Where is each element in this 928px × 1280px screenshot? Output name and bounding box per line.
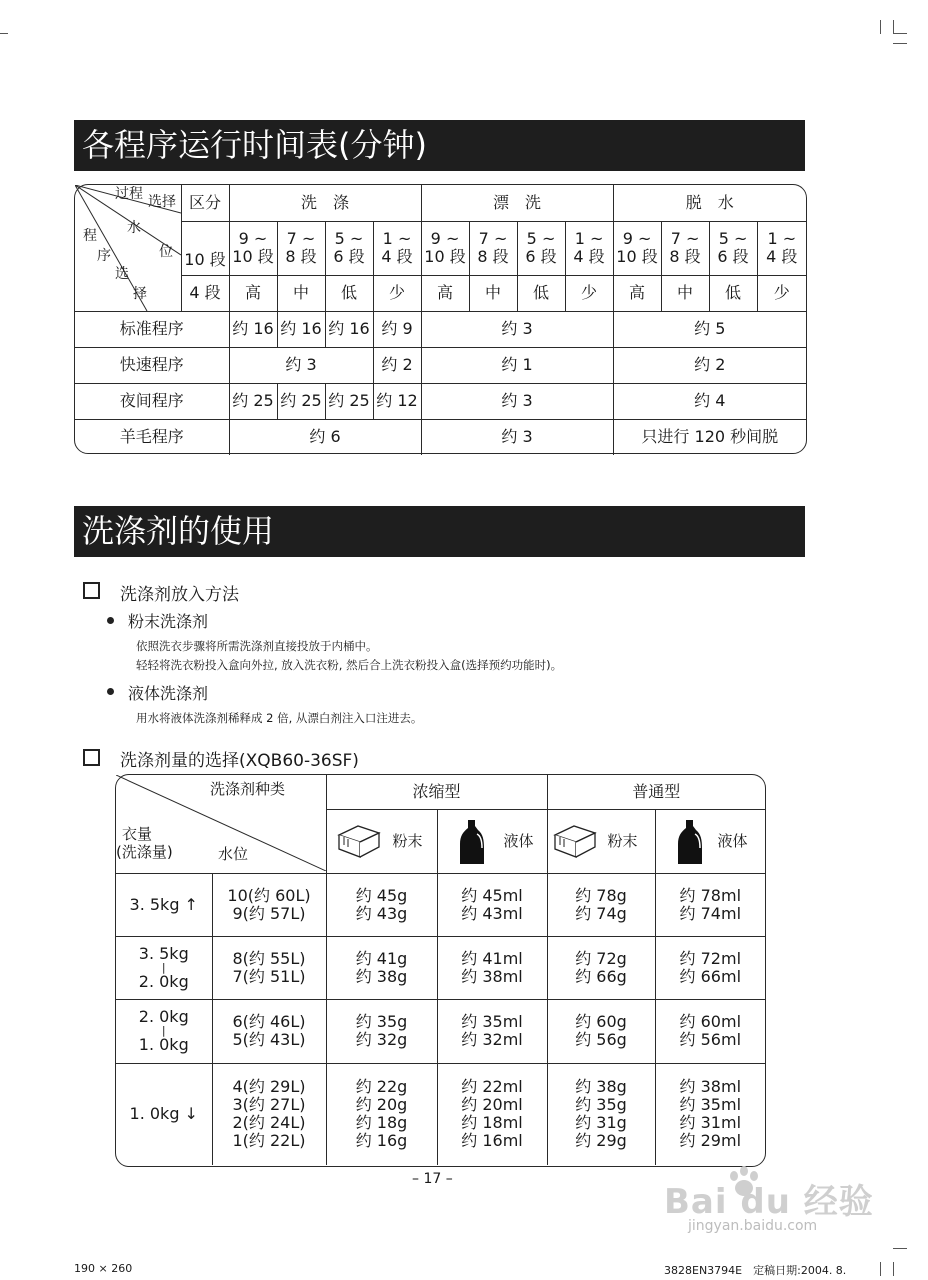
wash-time: 约 25 bbox=[229, 383, 277, 419]
norm-powder-header bbox=[547, 809, 655, 873]
powder-label: 粉末 bbox=[392, 831, 423, 850]
program-name: 快速程序 bbox=[75, 347, 229, 383]
corner-xu: 序 bbox=[97, 248, 111, 264]
level-cell: 中 bbox=[277, 275, 325, 311]
amount-cell: 约 38ml 约 35ml 约 31ml 约 29ml bbox=[655, 1063, 765, 1165]
water-level-cell: 6(约 46L) 5(约 43L) bbox=[212, 999, 326, 1063]
water-level-cell: 4(约 29L) 3(约 27L) 2(约 24L) 1(约 22L) bbox=[212, 1063, 326, 1165]
conc-liquid-header bbox=[437, 809, 547, 873]
runtime-corner-cell bbox=[75, 185, 181, 311]
corner-cheng: 程 bbox=[83, 228, 97, 244]
wash-time: 约 3 bbox=[229, 347, 373, 383]
page-number: – 17 – bbox=[412, 1171, 453, 1187]
powder-line-2: 轻轻将洗衣粉投入盒向外拉, 放入洗衣粉, 然后合上洗衣粉投入盒(选择预约功能时)。 bbox=[136, 658, 563, 672]
wash-time: 约 12 bbox=[373, 383, 421, 419]
wash-time: 约 25 bbox=[325, 383, 373, 419]
water-level-cell: 10(约 60L) 9(约 57L) bbox=[212, 873, 326, 936]
liquid-label: 液体 bbox=[717, 831, 748, 850]
bullet-icon bbox=[107, 617, 114, 624]
rinse-time: 约 3 bbox=[421, 419, 613, 455]
amount-row bbox=[116, 873, 765, 936]
wash-time: 约 25 bbox=[277, 383, 325, 419]
level-cell: 低 bbox=[517, 275, 565, 311]
amount-cell: 约 22g 约 20g 约 18g 约 16g bbox=[326, 1063, 437, 1165]
group-spin: 脱 水 bbox=[613, 185, 806, 221]
spin-time: 只进行 120 秒间脱 bbox=[613, 419, 806, 455]
spin-time: 约 5 bbox=[613, 311, 806, 347]
row-wool bbox=[75, 419, 806, 455]
wash-time: 约 16 bbox=[277, 311, 325, 347]
amount-cell: 约 78ml 约 74ml bbox=[655, 873, 765, 936]
amount-cell: 约 35g 约 32g bbox=[326, 999, 437, 1063]
amount-cell: 约 38g 约 35g 约 31g 约 29g bbox=[547, 1063, 655, 1165]
liquid-bottle-icon bbox=[458, 818, 486, 866]
amount-cell: 约 22ml 约 20ml 约 18ml 约 16ml bbox=[437, 1063, 547, 1165]
liquid-bottle-icon bbox=[676, 818, 704, 866]
four-duan-cell: 4 段 bbox=[181, 275, 229, 311]
amount-cell: 约 60g 约 56g bbox=[547, 999, 655, 1063]
wash-time: 约 16 bbox=[229, 311, 277, 347]
group-rinse: 漂 洗 bbox=[421, 185, 613, 221]
amount-cell: 约 41g 约 38g bbox=[326, 936, 437, 999]
level-cell: 高 bbox=[613, 275, 661, 311]
load-cell: 1. 0kg ↓ bbox=[116, 1063, 212, 1165]
corner-guocheng: 过程 bbox=[115, 186, 143, 202]
range-cell: 1 ~ 4 段 bbox=[565, 221, 613, 275]
amount-cell: 约 60ml 约 56ml bbox=[655, 999, 765, 1063]
group-wash: 洗 涤 bbox=[229, 185, 421, 221]
runtime-table bbox=[75, 185, 806, 455]
level-cell: 低 bbox=[709, 275, 757, 311]
doc-code: 3828EN3794E 定稿日期:2004. 8. bbox=[664, 1264, 847, 1277]
amount-corner-cell bbox=[116, 775, 326, 873]
corner-type: 洗涤剂种类 bbox=[210, 780, 286, 798]
amount-row bbox=[116, 1063, 765, 1165]
range-cell: 9 ~ 10 段 bbox=[421, 221, 469, 275]
corner-wei: 位 bbox=[159, 244, 173, 260]
amount-cell: 约 35ml 约 32ml bbox=[437, 999, 547, 1063]
range-cell: 9 ~ 10 段 bbox=[229, 221, 277, 275]
powder-label: 粉末 bbox=[607, 831, 638, 850]
corner-load2: (洗涤量) bbox=[116, 843, 173, 861]
amount-cell: 约 78g 约 74g bbox=[547, 873, 655, 936]
wash-time: 约 2 bbox=[373, 347, 421, 383]
amount-cell: 约 72g 约 66g bbox=[547, 936, 655, 999]
wash-time: 约 16 bbox=[325, 311, 373, 347]
range-cell: 1 ~ 4 段 bbox=[757, 221, 806, 275]
range-cell: 7 ~ 8 段 bbox=[661, 221, 709, 275]
checkbox-icon bbox=[83, 749, 100, 766]
level-cell: 少 bbox=[565, 275, 613, 311]
program-name: 标准程序 bbox=[75, 311, 229, 347]
range-cell: 7 ~ 8 段 bbox=[469, 221, 517, 275]
range-cell: 7 ~ 8 段 bbox=[277, 221, 325, 275]
level-cell: 少 bbox=[757, 275, 806, 311]
program-name: 羊毛程序 bbox=[75, 419, 229, 455]
level-cell: 中 bbox=[661, 275, 709, 311]
liquid-label: 液体洗涤剂 bbox=[128, 684, 209, 703]
level-cell: 低 bbox=[325, 275, 373, 311]
rinse-time: 约 1 bbox=[421, 347, 613, 383]
powder-line-1: 依照洗衣步骤将所需洗涤剂直接投放于内桶中。 bbox=[136, 639, 378, 653]
method-heading: 洗涤剂放入方法 bbox=[120, 585, 239, 605]
range-cell: 5 ~ 6 段 bbox=[709, 221, 757, 275]
amount-cell: 约 72ml 约 66ml bbox=[655, 936, 765, 999]
rinse-time: 约 3 bbox=[421, 311, 613, 347]
bullet-icon bbox=[107, 688, 114, 695]
amount-cell: 约 45g 约 43g bbox=[326, 873, 437, 936]
amount-cell: 约 45ml 约 43ml bbox=[437, 873, 547, 936]
section-title-runtime: 各程序运行时间表(分钟) bbox=[74, 120, 805, 171]
corner-load: 衣量 bbox=[122, 825, 153, 843]
qufen-cell: 区分 bbox=[181, 185, 229, 221]
amount-row bbox=[116, 999, 765, 1063]
water-level-cell: 8(约 55L) 7(约 51L) bbox=[212, 936, 326, 999]
spin-time: 约 2 bbox=[613, 347, 806, 383]
wash-time: 约 9 bbox=[373, 311, 421, 347]
liquid-line: 用水将液体洗涤剂稀释成 2 倍, 从漂白剂注入口注进去。 bbox=[136, 711, 423, 725]
corner-xuanze: 选择 bbox=[148, 194, 176, 210]
concentrated-header: 浓缩型 bbox=[326, 775, 547, 809]
rinse-time: 约 3 bbox=[421, 383, 613, 419]
row-quick bbox=[75, 347, 806, 383]
level-cell: 少 bbox=[373, 275, 421, 311]
spin-time: 约 4 bbox=[613, 383, 806, 419]
level-cell: 中 bbox=[469, 275, 517, 311]
row-night bbox=[75, 383, 806, 419]
checkbox-icon bbox=[83, 582, 100, 599]
watermark-url: jingyan.baidu.com bbox=[688, 1218, 818, 1234]
range-cell: 5 ~ 6 段 bbox=[517, 221, 565, 275]
program-name: 夜间程序 bbox=[75, 383, 229, 419]
watermark-brand: Bai du 经验 bbox=[664, 1182, 874, 1222]
conc-powder-header bbox=[326, 809, 437, 873]
baidu-watermark bbox=[664, 1170, 874, 1234]
range-cell: 5 ~ 6 段 bbox=[325, 221, 373, 275]
ten-duan-cell: 10 段 bbox=[181, 221, 229, 275]
load-cell: 3. 5kg ↑ bbox=[116, 873, 212, 936]
corner-xuan: 选 bbox=[115, 266, 129, 282]
amount-row bbox=[116, 936, 765, 999]
load-cell: 2. 0kg | 1. 0kg bbox=[116, 999, 212, 1063]
range-cell: 1 ~ 4 段 bbox=[373, 221, 421, 275]
amount-cell: 约 41ml 约 38ml bbox=[437, 936, 547, 999]
corner-water: 水位 bbox=[218, 845, 249, 863]
wash-time: 约 6 bbox=[229, 419, 421, 455]
range-cell: 9 ~ 10 段 bbox=[613, 221, 661, 275]
powder-box-icon bbox=[336, 823, 382, 859]
load-cell: 3. 5kg | 2. 0kg bbox=[116, 936, 212, 999]
normal-header: 普通型 bbox=[547, 775, 765, 809]
corner-ze: 择 bbox=[133, 286, 147, 302]
norm-liquid-header bbox=[655, 809, 765, 873]
powder-label: 粉末洗涤剂 bbox=[128, 612, 209, 631]
powder-box-icon bbox=[552, 823, 598, 859]
level-cell: 高 bbox=[421, 275, 469, 311]
page-size: 190 × 260 bbox=[74, 1262, 133, 1275]
section-title-detergent: 洗涤剂的使用 bbox=[74, 506, 805, 557]
amount-heading: 洗涤剂量的选择(XQB60-36SF) bbox=[120, 751, 359, 771]
corner-shui: 水 bbox=[127, 220, 141, 236]
level-cell: 高 bbox=[229, 275, 277, 311]
row-standard bbox=[75, 311, 806, 347]
amount-table bbox=[116, 775, 765, 1165]
liquid-label: 液体 bbox=[503, 831, 534, 850]
